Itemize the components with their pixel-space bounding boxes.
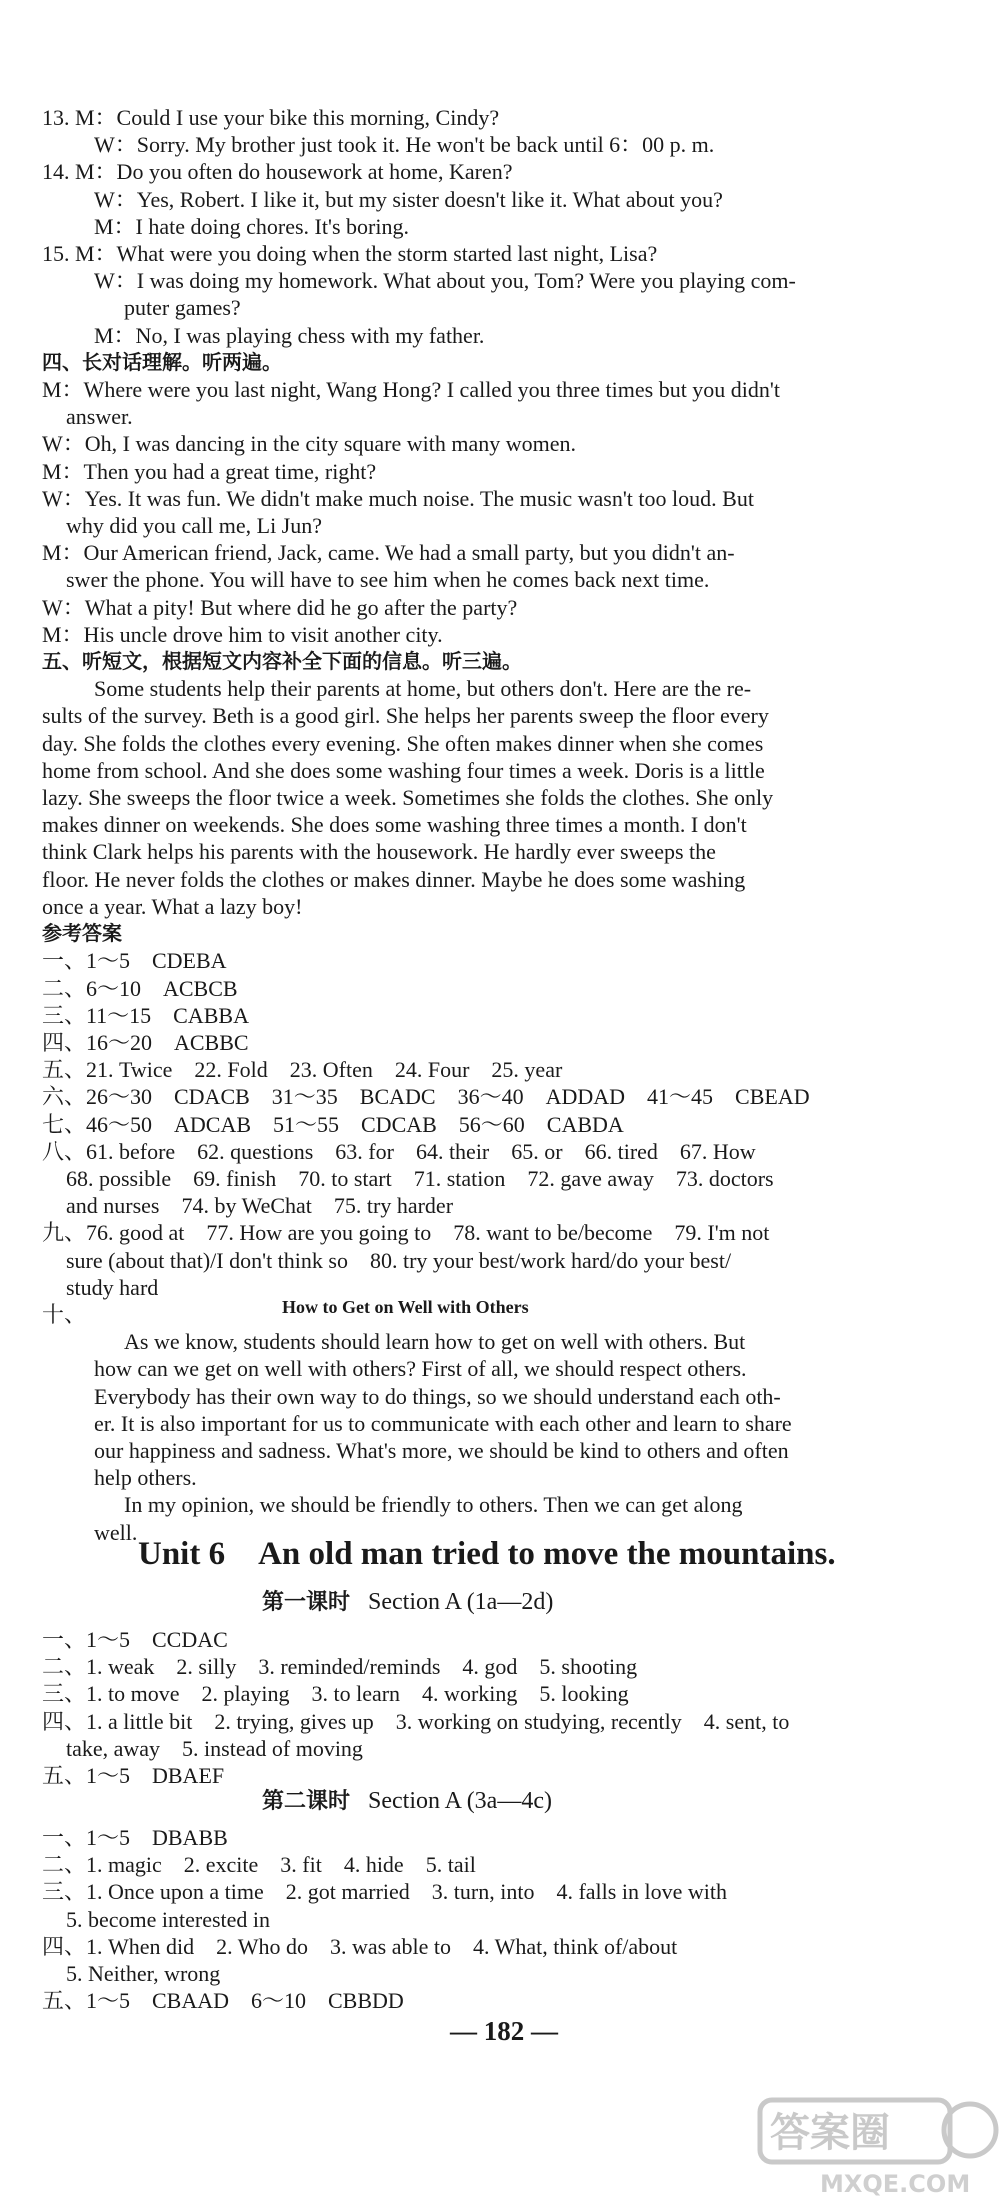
text-line: 四、1. When did 2. Who do 3. was able to 4. What, think of/about — [42, 1933, 678, 1959]
text-line: take, away 5. instead of moving — [66, 1735, 363, 1761]
page-number: — 182 — — [450, 2016, 558, 2046]
text-line: sure (about that)/I don't think so 80. try your best/work hard/do your best/ — [66, 1247, 732, 1273]
text-line: lazy. She sweeps the floor twice a week. Sometimes she folds the clothes. She only — [42, 785, 774, 811]
text-line: 六、26～30 CDACB 31～35 BCADC 36～40 ADDAD 41～45 CBEAD — [42, 1084, 810, 1110]
text-line: help others. — [94, 1465, 197, 1491]
text-line: 九、76. good at 77. How are you going to 78. want to be/become 79. I'm not — [42, 1220, 770, 1246]
text-line: M：Our American friend, Jack, came. We had a small party, but you didn't an- — [42, 540, 735, 566]
text-line: 14. M：Do you often do housework at home, Karen? — [42, 159, 513, 185]
text-line: 5. Neither, wrong — [66, 1961, 221, 1987]
text-line: makes dinner on weekends. She does some washing three times a month. I don't — [42, 812, 747, 838]
text-line: Everybody has their own way to do things, so we should understand each oth- — [94, 1383, 781, 1409]
svg-text:答案圈: 答案圈 — [770, 2110, 890, 2156]
text-line: once a year. What a lazy boy! — [42, 893, 303, 919]
text-line: W：I was doing my homework. What about you, Tom? Were you playing com- — [94, 268, 796, 294]
text-line: W：Oh, I was dancing in the city square with many women. — [42, 431, 576, 457]
text-line: 二、1. weak 2. silly 3. reminded/reminds 4. god 5. shooting — [42, 1654, 638, 1680]
text-line: study hard — [66, 1274, 159, 1300]
lesson-2-cn: 第二课时 — [262, 1789, 351, 1814]
watermark-logo — [700, 2070, 1000, 2201]
text-line: 五、1～5 DBAEF — [42, 1763, 225, 1789]
svg-text:MXQE.COM: MXQE.COM — [820, 2170, 971, 2198]
text-line: 五、1～5 CBAAD 6～10 CBBDD — [42, 1988, 404, 2014]
text-line: home from school. And she does some washing four times a week. Doris is a little — [42, 757, 765, 783]
text-line: sults of the survey. Beth is a good girl. She helps her parents sweep the floor every — [42, 703, 769, 729]
text-line: why did you call me, Li Jun? — [66, 513, 323, 539]
essay-title: How to Get on Well with Others — [282, 1297, 529, 1317]
text-line: M：His uncle drove him to visit another city. — [42, 621, 443, 647]
text-line: well. — [94, 1519, 138, 1545]
text-line: 15. M：What were you doing when the storm started last night, Lisa? — [42, 241, 658, 267]
text-line: W：Yes, Robert. I like it, but my sister doesn't like it. What about you? — [94, 186, 723, 212]
text-line: In my opinion, we should be friendly to others. Then we can get along — [124, 1492, 743, 1518]
text-line: W：Yes. It was fun. We didn't make much noise. The music wasn't too loud. But — [42, 485, 754, 511]
transcript-and-answers — [42, 104, 922, 1546]
text-line: M：I hate doing chores. It's boring. — [94, 213, 409, 239]
text-line: 一、1～5 CCDAC — [42, 1627, 228, 1652]
text-line: 5. become interested in — [66, 1906, 271, 1932]
text-line: M：Then you had a great time, right? — [42, 458, 377, 484]
text-line: answer. — [66, 404, 133, 430]
section-heading: 四、长对话理解。听两遍。 — [42, 349, 282, 374]
text-line: As we know, students should learn how to get on well with others. But — [124, 1329, 746, 1355]
text-line: 二、1. magic 2. excite 3. fit 4. hide 5. tail — [42, 1852, 476, 1878]
lesson-1-title — [262, 1587, 553, 1618]
text-line: 四、1. a little bit 2. trying, gives up 3. working on studying, recently 4. sent, to — [42, 1708, 790, 1734]
text-line: er. It is also important for us to communicate with each other and learn to share — [94, 1410, 792, 1436]
text-line: 八、61. before 62. questions 63. for 64. their 65. or 66. tired 67. How — [42, 1138, 756, 1164]
text-line: 三、11～15 CABBA — [42, 1002, 249, 1028]
section-heading: 参考答案 — [42, 921, 122, 946]
text-line: 三、1. Once upon a time 2. got married 3. turn, into 4. falls in love with — [42, 1879, 727, 1905]
text-line: floor. He never folds the clothes or makes dinner. Maybe he does some washing — [42, 866, 746, 892]
text-line: Some students help their parents at home, but others don't. Here are the re- — [94, 676, 752, 702]
text-line: 七、46～50 ADCAB 51～55 CDCAB 56～60 CABDA — [42, 1111, 624, 1137]
text-line: W：What a pity! But where did he go after the party? — [42, 594, 518, 620]
text-line: swer the phone. You will have to see him when he comes back next time. — [66, 567, 710, 593]
section-heading: 五、听短文，根据短文内容补全下面的信息。听三遍。 — [42, 649, 522, 674]
text-line: 十、 — [42, 1301, 87, 1327]
text-line: 二、6～10 ACBCB — [42, 975, 238, 1001]
text-line: 五、21. Twice 22. Fold 23. Often 24. Four 25. year — [42, 1057, 563, 1083]
text-line: and nurses 74. by WeChat 75. try harder — [66, 1193, 454, 1219]
lesson-1-answers — [42, 1626, 922, 1789]
text-line: M：Where were you last night, Wang Hong? I called you three times but you didn't — [42, 377, 780, 403]
lesson-1-en: Section A (1a—2d) — [368, 1589, 554, 1615]
text-line: 一、1～5 DBABB — [42, 1825, 228, 1850]
text-line: 四、16～20 ACBBC — [42, 1029, 249, 1055]
text-line: 68. possible 69. finish 70. to start 71. station 72. gave away 73. doctors — [66, 1165, 774, 1191]
text-line: day. She folds the clothes every evening. She often makes dinner when she comes — [42, 730, 764, 756]
lesson-2-title — [262, 1786, 552, 1817]
text-line: W：Sorry. My brother just took it. He won't be back until 6：00 p. m. — [94, 132, 715, 158]
lesson-1-cn: 第一课时 — [262, 1590, 351, 1615]
unit-title: Unit 6 An old man tried to move the mountains. — [138, 1536, 836, 1572]
text-line: 三、1. to move 2. playing 3. to learn 4. working 5. looking — [42, 1681, 629, 1707]
text-line: how can we get on well with others? First of all, we should respect others. — [94, 1356, 747, 1382]
text-line: our happiness and sadness. What's more, we should be kind to others and often — [94, 1437, 789, 1463]
text-line: think Clark helps his parents with the housework. He hardly ever sweeps the — [42, 839, 716, 865]
text-line: 13. M：Could I use your bike this morning, Cindy? — [42, 105, 500, 130]
lesson-2-answers — [42, 1824, 922, 2014]
text-line: 一、1～5 CDEBA — [42, 948, 227, 974]
text-line: M：No, I was playing chess with my father. — [94, 322, 485, 348]
text-line: puter games? — [124, 295, 241, 321]
lesson-2-en: Section A (3a—4c) — [368, 1788, 552, 1814]
